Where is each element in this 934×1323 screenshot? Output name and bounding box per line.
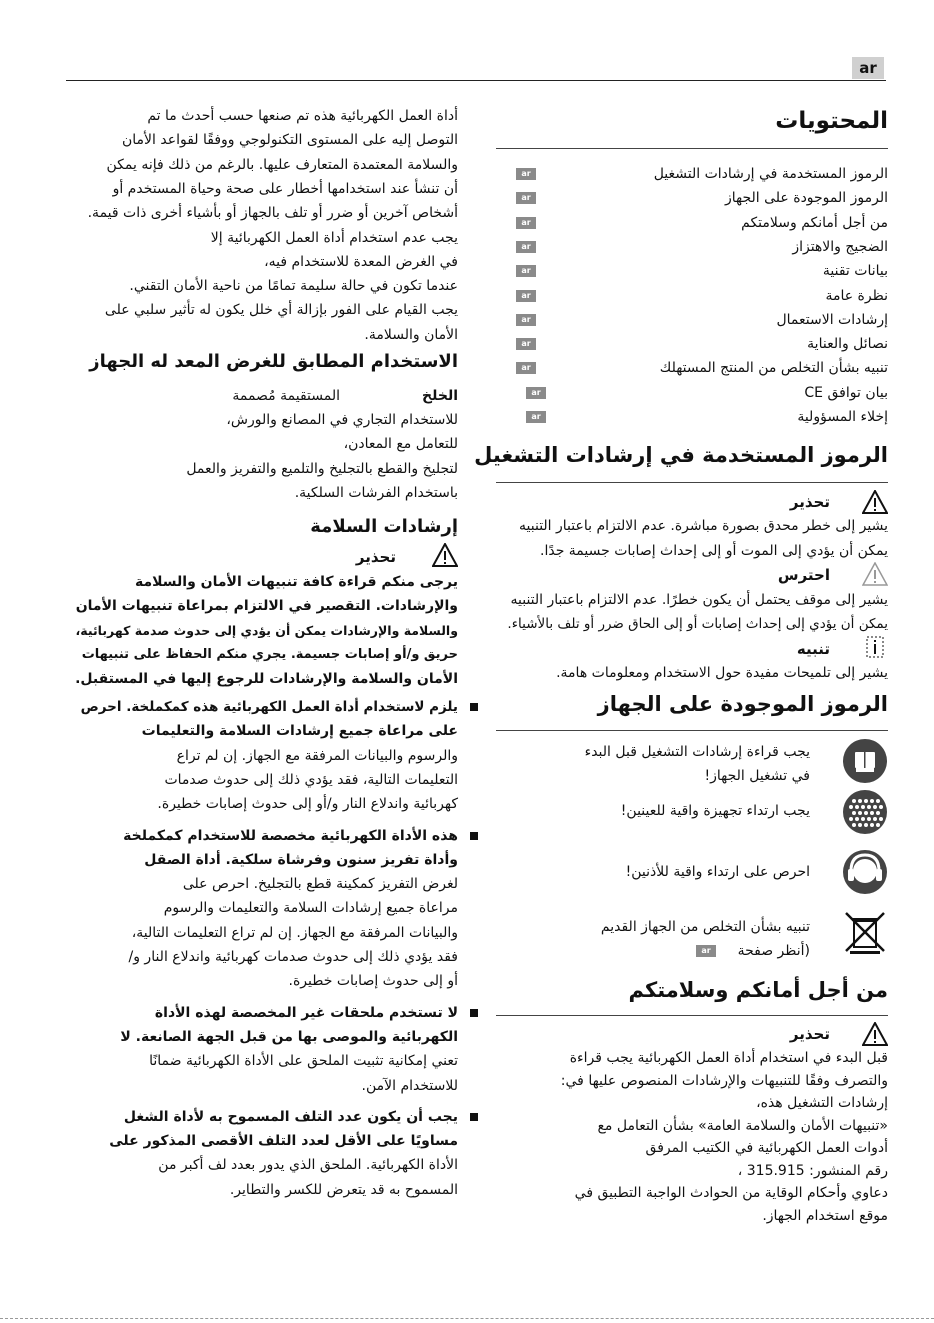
text-line: والتصرف وفقًا للتنبيهات والإرشادات المنصوص عليها في: bbox=[560, 1072, 888, 1089]
text-line: في الغرض المعدة للاستخدام فيه، bbox=[264, 253, 458, 270]
caution-label: احترس bbox=[777, 566, 830, 584]
toc-page-badge: ar bbox=[516, 192, 536, 204]
device-page-badge: ar bbox=[696, 945, 716, 957]
bullet-text-line: المسموح به قد يتعرض للكسر والتطاير. bbox=[229, 1181, 458, 1198]
toc-item-label: الضجيج والاهتزاز bbox=[792, 238, 888, 255]
toc-item-label: إرشادات الاستعمال bbox=[776, 311, 888, 328]
toc-page-badge: ar bbox=[516, 168, 536, 180]
text-line: الأمان والسلامة والإرشادات للرجوع إليها في المستقبل. bbox=[75, 671, 458, 688]
page-bottom-rule bbox=[0, 1318, 934, 1319]
left-warning-icon bbox=[432, 543, 458, 567]
bullet-text-line: تعني إمكانية تثبيت الملحق على الأداة الكهربائية ضمانًا bbox=[149, 1053, 458, 1070]
toc-item-label: إخلاء المسؤولية bbox=[797, 409, 888, 425]
safety-instructions-title: إرشادات السلامة bbox=[310, 516, 458, 537]
text-line: يجب عدم استخدام أداة العمل الكهربائية إلا bbox=[210, 229, 458, 246]
toc-item[interactable] bbox=[496, 405, 888, 429]
toc-page-badge: ar bbox=[516, 314, 536, 326]
text-line: أشخاص آخرين أو ضرر أو تلف بالجهاز أو بأشياء أخرى ذات قيمة. bbox=[87, 205, 458, 222]
toc-item-label: بيان توافق CE bbox=[804, 384, 888, 401]
toc-item[interactable] bbox=[496, 284, 888, 308]
text-line: يرجى منكم قراءة كافة تنبيهات الأمان والسلامة bbox=[135, 574, 458, 590]
toc-item-label: الرموز الموجودة على الجهاز bbox=[725, 190, 888, 207]
usage-col-1: الخلخ bbox=[422, 388, 458, 404]
bullet-text-line: للاستخدام الآمن. bbox=[361, 1077, 458, 1094]
text-line: أداة العمل الكهربائية هذه تم صنعها حسب أحدث ما تم bbox=[147, 108, 458, 124]
danger-label: تحذير bbox=[789, 493, 830, 511]
toc-page-badge: ar bbox=[526, 411, 546, 423]
text-line: والسلامة والإرشادات يمكن أن يؤدي إلى حدوث صدمة كهربائية، bbox=[75, 622, 458, 638]
toc-item[interactable] bbox=[496, 381, 888, 405]
bullet-marker bbox=[470, 703, 478, 711]
note-icon bbox=[866, 636, 884, 658]
toc-title: المحتويات bbox=[775, 108, 888, 134]
text-line: لتجليخ والقطع بالتجليخ والتلميع والتفريز والعمل bbox=[186, 460, 458, 477]
toc-page-badge: ar bbox=[516, 241, 536, 253]
toc-item-label: بيانات تقنية bbox=[822, 263, 888, 280]
bullet-marker bbox=[470, 1113, 478, 1121]
toc-item[interactable] bbox=[496, 259, 888, 283]
device-symbol-text: يجب قراءة إرشادات التشغيل قبل البدء bbox=[584, 744, 810, 760]
text-line: للتعامل مع المعادن، bbox=[343, 436, 458, 453]
toc-item-label: من أجل أمانكم وسلامتكم bbox=[741, 214, 888, 231]
text-line: والسلامة المعتمدة المتعارف عليها. بالرغم من ذلك فإنه يمكن bbox=[106, 156, 458, 173]
device-symbol-text: احرص على ارتداء واقية للأذنين! bbox=[625, 864, 810, 880]
text-line: إرشادات التشغيل هذه، bbox=[756, 1095, 888, 1111]
bullet-text-line: وأداة تفريز سنون وفرشاة سلكية. أداة الصقل bbox=[144, 851, 458, 868]
toc-item[interactable] bbox=[496, 235, 888, 259]
toc-page-badge: ar bbox=[516, 217, 536, 229]
symbols-device-rule bbox=[496, 730, 888, 731]
symbols-manual-rule bbox=[496, 482, 888, 483]
usage-col-2: المستقيمة مُصممة bbox=[232, 388, 340, 404]
toc-item[interactable] bbox=[496, 332, 888, 356]
safety-rule bbox=[496, 1015, 888, 1016]
bullet-text-line: هذه الأداة الكهربائية مخصصة للاستخدام كمكملخة bbox=[123, 827, 458, 844]
device-symbol-text: تنبيه بشأن التخلص من الجهاز القديم bbox=[600, 919, 810, 935]
toc-item-label: الرموز المستخدمة في إرشادات التشغيل bbox=[653, 166, 888, 182]
bullet-text-line: الكهربائية والموصى بها من قبل الجهة الصانعة. لا bbox=[120, 1028, 458, 1045]
toc-page-badge: ar bbox=[516, 362, 536, 374]
disposal-bin-icon bbox=[842, 909, 888, 955]
text-line: حريق و/أو إصابات جسيمة. يجري منكم الحفاظ على تنبيهات bbox=[81, 646, 458, 662]
text-line: موقع استخدام الجهاز. bbox=[762, 1207, 888, 1224]
bullet-text-line: والرسوم والبيانات المرفقة مع الجهاز. إن لم تراع bbox=[176, 747, 458, 764]
device-symbol-text: يجب ارتداء تجهيزة واقية للعينين! bbox=[620, 803, 810, 819]
bullet-text-line: على مراعاة جميع إرشادات السلامة والتعليمات bbox=[141, 723, 458, 740]
bullet-text-line: والبيانات المرفقة مع الجهاز. إن لم تراع التعليمات التالية، bbox=[131, 924, 458, 941]
toc-page-badge: ar bbox=[516, 290, 536, 302]
left-warning-label: تحذير bbox=[355, 548, 396, 566]
text-line: باستخدام الفرشات السلكية. bbox=[294, 484, 458, 501]
toc-item[interactable] bbox=[496, 308, 888, 332]
text-line: دعاوي وأحكام الوقاية من الحوادث الواجبة التطبيق في bbox=[574, 1185, 888, 1201]
eye-protection-icon bbox=[842, 789, 888, 835]
bullet-text-line: أو إلى حدوث إصابات خطيرة. bbox=[288, 973, 458, 990]
toc-item-label: تنبيه بشأن التخلص من المنتج المستهلك bbox=[659, 360, 888, 377]
text-line: «تنبيهات الأمان والسلامة العامة» بشأن التعامل مع bbox=[597, 1117, 888, 1134]
device-symbol-text: في تشغيل الجهاز! bbox=[704, 768, 810, 784]
danger-text-line: يمكن أن يؤدي إلى الموت أو إلى إحداث إصابات جسيمة جدًا. bbox=[540, 543, 888, 559]
toc-page-badge: ar bbox=[516, 265, 536, 277]
bullet-text-line: الأداة الكهربائية. الملحق الذي يدور بعدد لف أكبر من bbox=[158, 1157, 458, 1174]
usage-title: الاستخدام المطابق للغرض المعد له الجهاز bbox=[89, 351, 458, 372]
language-badge: ar bbox=[852, 57, 884, 79]
text-line: رقم المنشور: 315.915 ، bbox=[737, 1162, 888, 1179]
bullet-text-line: لا تستخدم ملحقات غير المخصصة لهذه الأداة bbox=[154, 1004, 458, 1021]
bullet-text-line: فقد يؤدي ذلك إلى حدوث صدمات كهربائية واندلاع النار و/ bbox=[128, 949, 458, 965]
text-line: والإرشادات. التقصير في الالتزام بمراعاة تنبيهات الأمان bbox=[75, 598, 458, 615]
text-line: أن تنشأ عند استخدامها أخطار على صحة وحياة المستخدم أو bbox=[112, 180, 458, 197]
toc-rule bbox=[496, 148, 888, 149]
note-text-line: يشير إلى تلميحات مفيدة حول الاستخدام ومعلومات هامة. bbox=[556, 665, 888, 681]
toc-item[interactable] bbox=[496, 211, 888, 235]
danger-icon bbox=[862, 490, 888, 514]
text-line: قبل البدء في استخدام أداة العمل الكهربائية يجب قراءة bbox=[569, 1050, 888, 1066]
bullet-text-line: كهربائية واندلاع النار و/أو إلى حدوث إصابات خطيرة. bbox=[157, 796, 458, 813]
safety-warning-label: تحذير bbox=[789, 1025, 830, 1043]
toc-item[interactable] bbox=[496, 356, 888, 380]
header-rule bbox=[66, 80, 886, 81]
bullet-text-line: مراعاة جميع إرشادات السلامة والتعليمات والرسوم bbox=[163, 900, 458, 917]
caution-text-line: يمكن أن يؤدي إلى إحداث إصابات أو إلى الحاق ضرر أو تلف بالأشياء. bbox=[507, 616, 888, 632]
note-label: تنبيه bbox=[796, 640, 830, 658]
toc-page-badge: ar bbox=[516, 338, 536, 350]
bullet-text-line: يجب أن يكون عدد التلف المسموح به لأداة الشغل bbox=[123, 1108, 458, 1125]
text-line: يجب القيام على الفور بإزالة أي خلل يكون له تأثير سلبي على bbox=[104, 302, 458, 319]
device-symbol-text: (أنظر صفحة bbox=[737, 943, 810, 959]
bullet-marker bbox=[470, 1009, 478, 1017]
bullet-marker bbox=[470, 832, 478, 840]
caution-icon bbox=[862, 562, 888, 586]
text-line: الأمان والسلامة. bbox=[364, 326, 458, 343]
symbols-manual-title: الرموز المستخدمة في إرشادات التشغيل bbox=[474, 443, 888, 467]
ear-protection-icon bbox=[842, 849, 888, 895]
bullet-text-line: لغرض التفريز كمكينة قطع بالتجليخ. احرص على bbox=[182, 876, 458, 893]
symbols-device-title: الرموز الموجودة على الجهاز bbox=[597, 692, 888, 716]
bullet-text-line: التعليمات التالية، فقد يؤدي ذلك إلى حدوث صدمات bbox=[164, 771, 458, 788]
toc-item[interactable] bbox=[496, 186, 888, 210]
text-line: أدوات العمل الكهربائية في الكتيب المرفق bbox=[645, 1140, 888, 1156]
safety-title: من أجل أمانكم وسلامتكم bbox=[628, 978, 888, 1002]
toc-page-badge: ar bbox=[526, 387, 546, 399]
caution-text-line: يشير إلى موقف يحتمل أن يكون خطرًا. عدم الالتزام باعتبار التنبيه bbox=[510, 592, 888, 608]
toc-item-label: نصائل والعناية bbox=[807, 336, 888, 353]
bullet-text-line: مساويًا على الأقل لعدد التلف الأقصى المذكور على bbox=[109, 1133, 458, 1150]
bullet-text-line: يلزم لاستخدام أداة العمل الكهربائية هذه كمكملخة. احرص bbox=[80, 699, 458, 715]
text-line: التوصل إليه على المستوى التكنولوجي ووفقًا لقواعد الأمان bbox=[122, 132, 458, 149]
read-manual-icon bbox=[842, 738, 888, 784]
text-line: عندما تكون في حالة سليمة تمامًا من ناحية الأمان التقني. bbox=[129, 278, 458, 295]
text-line: للاستخدام التجاري في المصانع والورش، bbox=[226, 412, 458, 428]
safety-warning-icon bbox=[862, 1022, 888, 1046]
toc-item-label: نظرة عامة bbox=[825, 287, 888, 304]
danger-text-line: يشير إلى خطر محدق بصورة مباشرة. عدم الالتزام باعتبار التنبيه bbox=[519, 518, 888, 534]
toc-item[interactable] bbox=[496, 162, 888, 186]
